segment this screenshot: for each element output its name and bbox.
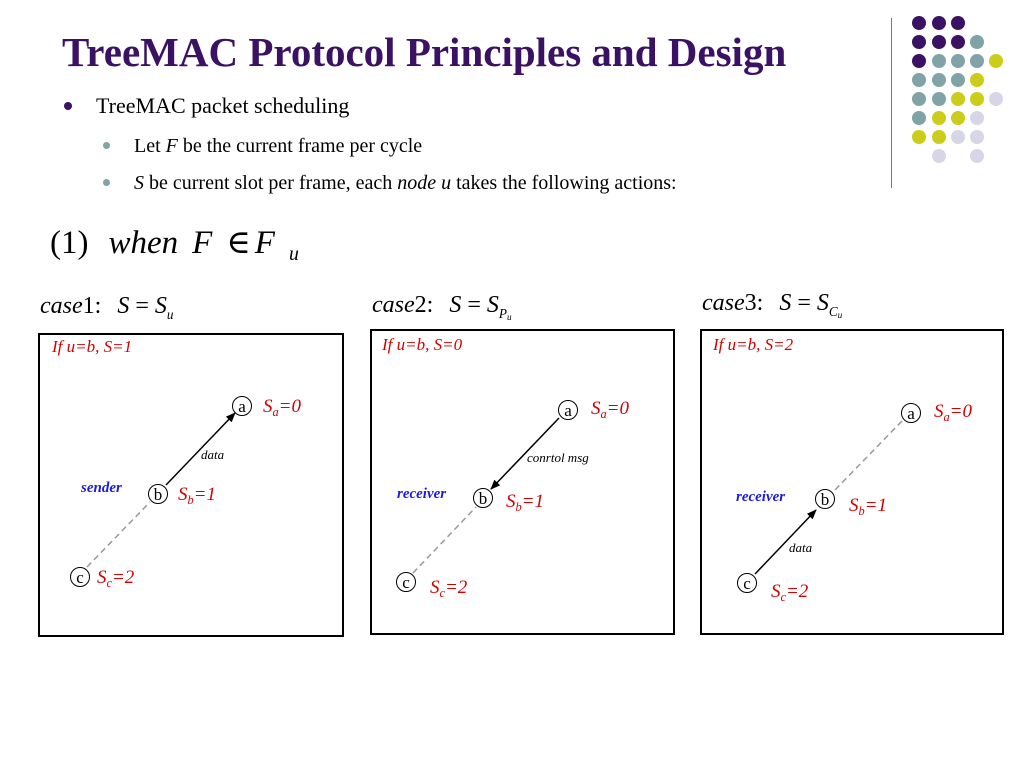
slot-value: =0	[278, 396, 301, 417]
case2-role-label: receiver	[397, 486, 447, 502]
case3-slot-b	[849, 495, 887, 517]
slot-subscript: b	[187, 493, 194, 508]
bullet-text: TreeMAC packet scheduling	[96, 93, 350, 118]
case-subscript-sub: u	[837, 309, 843, 320]
case-subscript-main: P	[498, 305, 507, 321]
formula-number: (1)	[50, 225, 89, 261]
slot-subscript: c	[106, 576, 112, 591]
variable-s: S	[134, 172, 144, 194]
case3-slot-c	[771, 581, 808, 603]
bullet-text: takes the following actions:	[451, 172, 677, 194]
slot-value: =0	[606, 398, 629, 419]
slot-value: =1	[864, 495, 887, 516]
case-eq: =	[467, 292, 481, 318]
slot-subscript: b	[858, 504, 865, 519]
case1-slot-c	[97, 567, 134, 589]
slot-subscript: c	[439, 586, 445, 601]
variable-f: F	[165, 135, 178, 157]
case-lhs: S	[449, 292, 462, 318]
case3-role-label: receiver	[736, 489, 786, 505]
case1-role-label: sender	[81, 480, 122, 496]
case1-node-b: b	[148, 484, 168, 504]
case-rhs: S	[486, 292, 499, 318]
case1-node-a: a	[232, 396, 252, 416]
formula-operator: ∈	[226, 225, 251, 261]
case2-slot-a	[591, 398, 629, 420]
bullet-text: be current slot per frame, each	[144, 172, 398, 194]
case2-edge-label: conrtol msg	[527, 450, 589, 465]
formula-rhs: F	[254, 225, 275, 261]
slot-s: S	[430, 577, 440, 598]
slot-s: S	[178, 484, 188, 505]
case-rhs: S	[154, 293, 167, 319]
case-colon: :	[94, 293, 102, 319]
slot-subscript: c	[780, 590, 786, 605]
case-word: case	[372, 292, 415, 318]
slot-value: =0	[949, 401, 972, 422]
slot-s: S	[97, 567, 107, 588]
slot-value: =1	[193, 484, 216, 505]
formula-lhs: F	[192, 225, 213, 261]
formula-subscript: u	[288, 242, 299, 265]
case-colon: :	[756, 290, 764, 316]
slot-subscript: a	[272, 405, 279, 420]
slot-s: S	[771, 581, 781, 602]
case-subscript-main: C	[828, 303, 838, 319]
slot-subscript: a	[943, 410, 950, 425]
case3-condition: If u=b, S=2	[713, 335, 794, 354]
case1-condition: If u=b, S=1	[52, 337, 133, 356]
case-lhs: S	[117, 293, 130, 319]
slot-value: =2	[444, 577, 468, 598]
slot-s: S	[934, 401, 944, 422]
slot-s: S	[591, 398, 601, 419]
case-word: case	[40, 293, 83, 319]
slot-value: =2	[111, 567, 135, 588]
case1-edge-c-b	[87, 502, 150, 567]
case-rhs: S	[816, 290, 829, 316]
case2-node-b: b	[473, 488, 493, 508]
case2-condition: If u=b, S=0	[382, 335, 463, 354]
case2-node-a: a	[558, 400, 578, 420]
case1-node-c: c	[70, 567, 90, 587]
case-subscript: u	[166, 306, 174, 322]
case1-edge-label: data	[201, 447, 225, 462]
slot-value: =2	[785, 581, 809, 602]
case3-slot-a	[934, 401, 972, 423]
case1-slot-b	[178, 484, 216, 506]
bullet-text: Let	[134, 135, 166, 157]
slot-s: S	[849, 495, 859, 516]
bullet-text: be the current frame per cycle	[177, 135, 423, 157]
case3-edge-a-b	[834, 421, 902, 491]
case-number: 1	[82, 293, 95, 319]
case-word: case	[702, 290, 745, 316]
slot-subscript: a	[600, 407, 607, 422]
case3-node-c: c	[737, 573, 757, 593]
case-colon: :	[426, 292, 434, 318]
slot-s: S	[506, 491, 516, 512]
slot-value: =1	[521, 491, 544, 512]
case2-slot-c	[430, 577, 467, 599]
slide-title: TreeMAC Protocol Principles and Design	[62, 29, 787, 75]
case3-node-b: b	[815, 489, 835, 509]
case1-slot-a	[263, 396, 301, 418]
formula-word: when	[108, 225, 179, 261]
case3-edge-label: data	[789, 540, 813, 555]
case-subscript-sub: u	[506, 311, 512, 322]
case3-node-a: a	[901, 403, 921, 423]
case-eq: =	[135, 293, 149, 319]
case-number: 3	[744, 290, 757, 316]
case2-node-c: c	[396, 572, 416, 592]
case2-edge-c-b	[413, 507, 476, 573]
slot-s: S	[263, 396, 273, 417]
case-number: 2	[414, 292, 427, 318]
slot-subscript: b	[515, 500, 522, 515]
case2-slot-b	[506, 491, 544, 513]
case-eq: =	[797, 290, 811, 316]
case-lhs: S	[779, 290, 792, 316]
variable-node-u: node u	[397, 172, 452, 194]
